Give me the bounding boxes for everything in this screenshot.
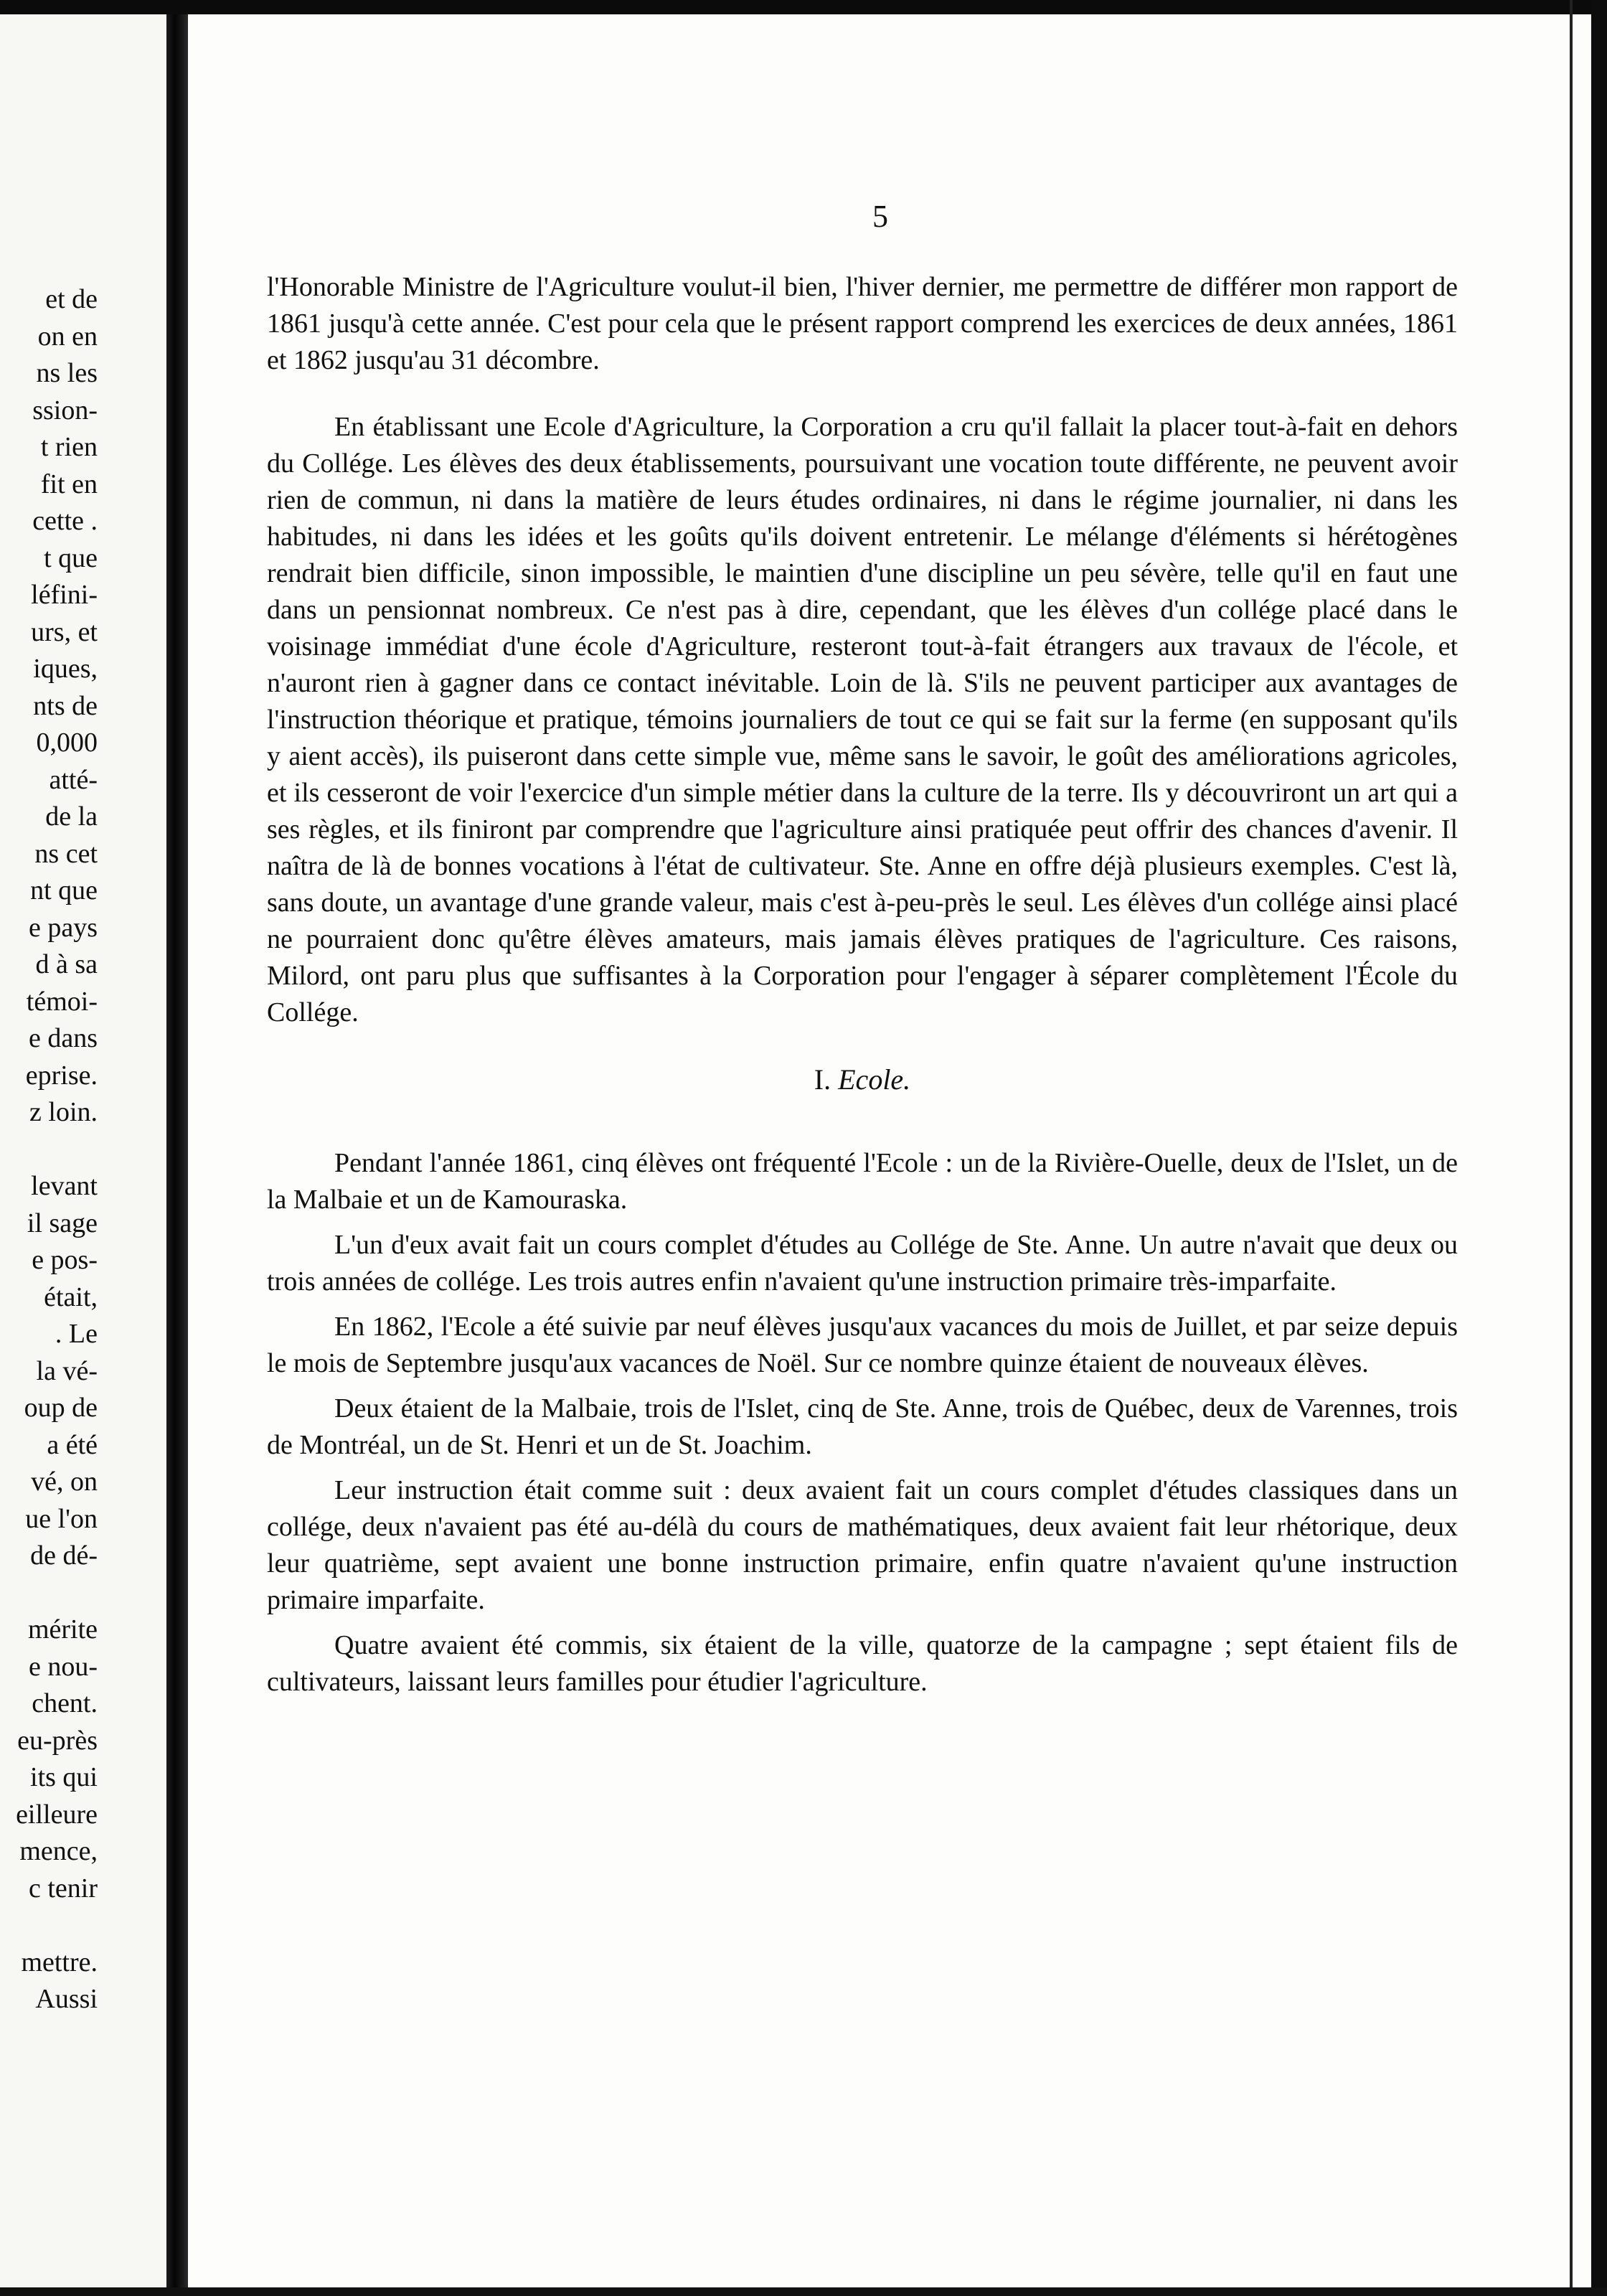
left-page-fragment: ue l'on (25, 1503, 98, 1534)
paragraph-continuation: l'Honorable Ministre de l'Agriculture voulut-il bien, l'hiver dernier, me permettre de différer mon rapport de 1861 jusqu'à cette année. C'est pour cela que le présent rapport comprend les exercices de deux années, 1861 et 1862 jusqu'au 31 décombre. (267, 272, 1458, 375)
left-page-fragment: Aussi (35, 1984, 98, 2014)
scan-border-top (0, 0, 1607, 14)
left-page-fragment (16, 1907, 98, 1944)
scan-border-bottom (0, 2287, 1607, 2296)
left-page-fragment: eilleure (16, 1799, 98, 1830)
paragraph-1862-students: En 1862, l'Ecole a été suivie par neuf élèves jusqu'aux vacances du mois de Juillet, et par seize depuis le mois de Septembre jusqu'aux vacances de Noël. Sur ce nombre quinze étaient de nouveaux élèves. (267, 1312, 1458, 1378)
left-page-fragment: urs, et (31, 616, 98, 647)
left-page-fragment: vé, on (31, 1467, 98, 1497)
main-page (188, 14, 1573, 2287)
left-page-fragment: e nou- (28, 1651, 98, 1682)
left-page-fragment: e dans (28, 1023, 98, 1053)
left-page-fragment: atté- (49, 764, 98, 795)
left-page-fragment: eu-près (17, 1725, 98, 1756)
scan-border-right (1591, 0, 1607, 2296)
left-page-fragment (16, 1131, 98, 1169)
left-page-fragment: il sage (27, 1208, 98, 1238)
left-page-fragment: fit en (40, 469, 98, 499)
left-page-fragments (16, 281, 98, 2018)
left-page-strip (0, 14, 166, 2287)
left-page-fragment: d à sa (35, 949, 98, 979)
paragraph-1862-origins: Deux étaient de la Malbaie, trois de l'Islet, cinq de Ste. Anne, trois de Québec, deux de Varennes, trois de Montréal, un de St. Henri et un de St. Joachim. (267, 1393, 1458, 1460)
left-page-fragment: ns cet (34, 838, 98, 869)
left-page-fragment: mérite (27, 1614, 98, 1645)
left-page-fragment: et de (45, 284, 98, 314)
page-number: 5 (872, 199, 888, 234)
section-numeral: I. (814, 1063, 831, 1096)
left-page-fragment: témoi- (26, 986, 98, 1017)
left-page-fragment: mence, (19, 1836, 98, 1866)
left-page-fragment: its qui (30, 1762, 98, 1792)
left-page-fragment: levant (31, 1171, 98, 1201)
left-page-fragment: ssion- (32, 395, 98, 425)
section-heading (267, 1061, 1458, 1098)
left-page-fragment: léfini- (31, 580, 98, 610)
paragraph-1861-students: Pendant l'année 1861, cinq élèves ont fréquenté l'Ecole : un de la Rivière-Ouelle, deux de l'Islet, un de la Malbaie et un de Kamouraska. (267, 1148, 1458, 1215)
left-page-fragment: oup de (24, 1393, 98, 1423)
left-page-fragment: 0,000 (36, 728, 98, 758)
left-page-fragment: e pos- (32, 1245, 98, 1275)
left-page-fragment: de dé- (30, 1540, 98, 1571)
left-page-fragment (16, 1575, 98, 1612)
left-page-fragment: z loin. (29, 1097, 98, 1127)
left-page-fragment: on en (37, 321, 98, 352)
book-gutter (166, 14, 188, 2287)
left-page-fragment: . Le (55, 1319, 98, 1349)
paragraph-1862-backgrounds: Quatre avaient été commis, six étaient de la ville, quatorze de la campagne ; sept étaient fils de cultivateurs, laissant leurs familles pour étudier l'agriculture. (267, 1630, 1458, 1697)
left-page-fragment: était, (44, 1281, 98, 1312)
left-page-fragment: cette . (32, 506, 98, 536)
left-page-fragment: de la (45, 801, 98, 832)
left-page-fragment: nt que (30, 875, 98, 905)
section-title: Ecole. (838, 1063, 911, 1096)
paragraph-corporation: En établissant une Ecole d'Agriculture, la Corporation a cru qu'il fallait la placer tout-à-fait en dehors du Collége. Les élèves des deux établissements, poursuivant une vocation toute différente, ne peuvent avoir rien de commun, ni dans la matière de leurs études ordinaires, ni dans le régime journalier, ni dans les habitudes, ni dans les idées et les goûts qu'ils doivent entretenir. Le mélange d'éléments si hérétogènes rendrait bien difficile, sinon impossible, le maintien d'une discipline un peu sévère, telle qu'il en faut une dans un pensionnat nombreux. Ce n'est pas à dire, cependant, que les élèves d'un collége placé dans le voisinage immédiat d'une école d'Agriculture, resteront tout-à-fait étrangers aux travaux de l'école, et n'auront rien à gagner dans ce contact inévitable. Loin de là. S'ils ne peuvent participer aux avantages de l'instruction théorique et pratique, témoins journaliers de tout ce qui se fait sur la ferme (en supposant qu'ils y aient accès), ils puiseront dans cette simple vue, même sans le savoir, le goût des améliorations agricoles, et ils cesseront de voir l'exercice d'un simple métier dans la culture de la terre. Ils y découvriront un art qui a ses règles, et ils finiront par comprendre que l'agriculture ainsi pratiquée peut offrir des chances d'avenir. Il naîtra de là de bonnes vocations à l'état de cultivateur. Ste. Anne en offre déjà plusieurs exemples. C'est là, sans doute, un avantage d'une grande valeur, mais c'est à-peu-près le seul. Les élèves d'un collége ainsi placé ne pourraient donc qu'être élèves amateurs, mais jamais élèves pratiques de l'agriculture. Ces raisons, Milord, ont paru plus que suffisantes à la Corporation pour l'engager à séparer complètement l'École du Collége. (267, 412, 1458, 1027)
left-page-fragment: iques, (33, 654, 98, 684)
paragraph-1861-instruction: L'un d'eux avait fait un cours complet d'études au Collége de Ste. Anne. Un autre n'avait que deux ou trois années de collége. Les trois autres enfin n'avaient qu'une instruction primaire très-imparfaite. (267, 1230, 1458, 1297)
body-text (267, 269, 1458, 1709)
left-page-fragment: t rien (40, 432, 98, 462)
left-page-fragment: mettre. (21, 1947, 98, 1977)
left-page-fragment: chent. (32, 1688, 98, 1718)
left-page-fragment: eprise. (25, 1060, 98, 1091)
left-page-fragment: la vé- (36, 1355, 98, 1386)
left-page-fragment: nts de (33, 690, 98, 721)
left-page-fragment: a été (47, 1429, 98, 1460)
left-page-fragment: c tenir (28, 1873, 98, 1904)
left-page-fragment: e pays (28, 912, 98, 943)
left-page-fragment: t que (44, 542, 98, 573)
paragraph-1862-instruction: Leur instruction était comme suit : deux avaient fait un cours complet d'études classiques dans un collége, deux n'avaient pas été au-délà du cours de mathématiques, deux avaient fait leur rhétorique, deux leur quatrième, sept avaient une bonne instruction primaire, enfin quatre n'avaient qu'une instruction primaire imparfaite. (267, 1475, 1458, 1615)
left-page-fragment: ns les (36, 358, 98, 388)
